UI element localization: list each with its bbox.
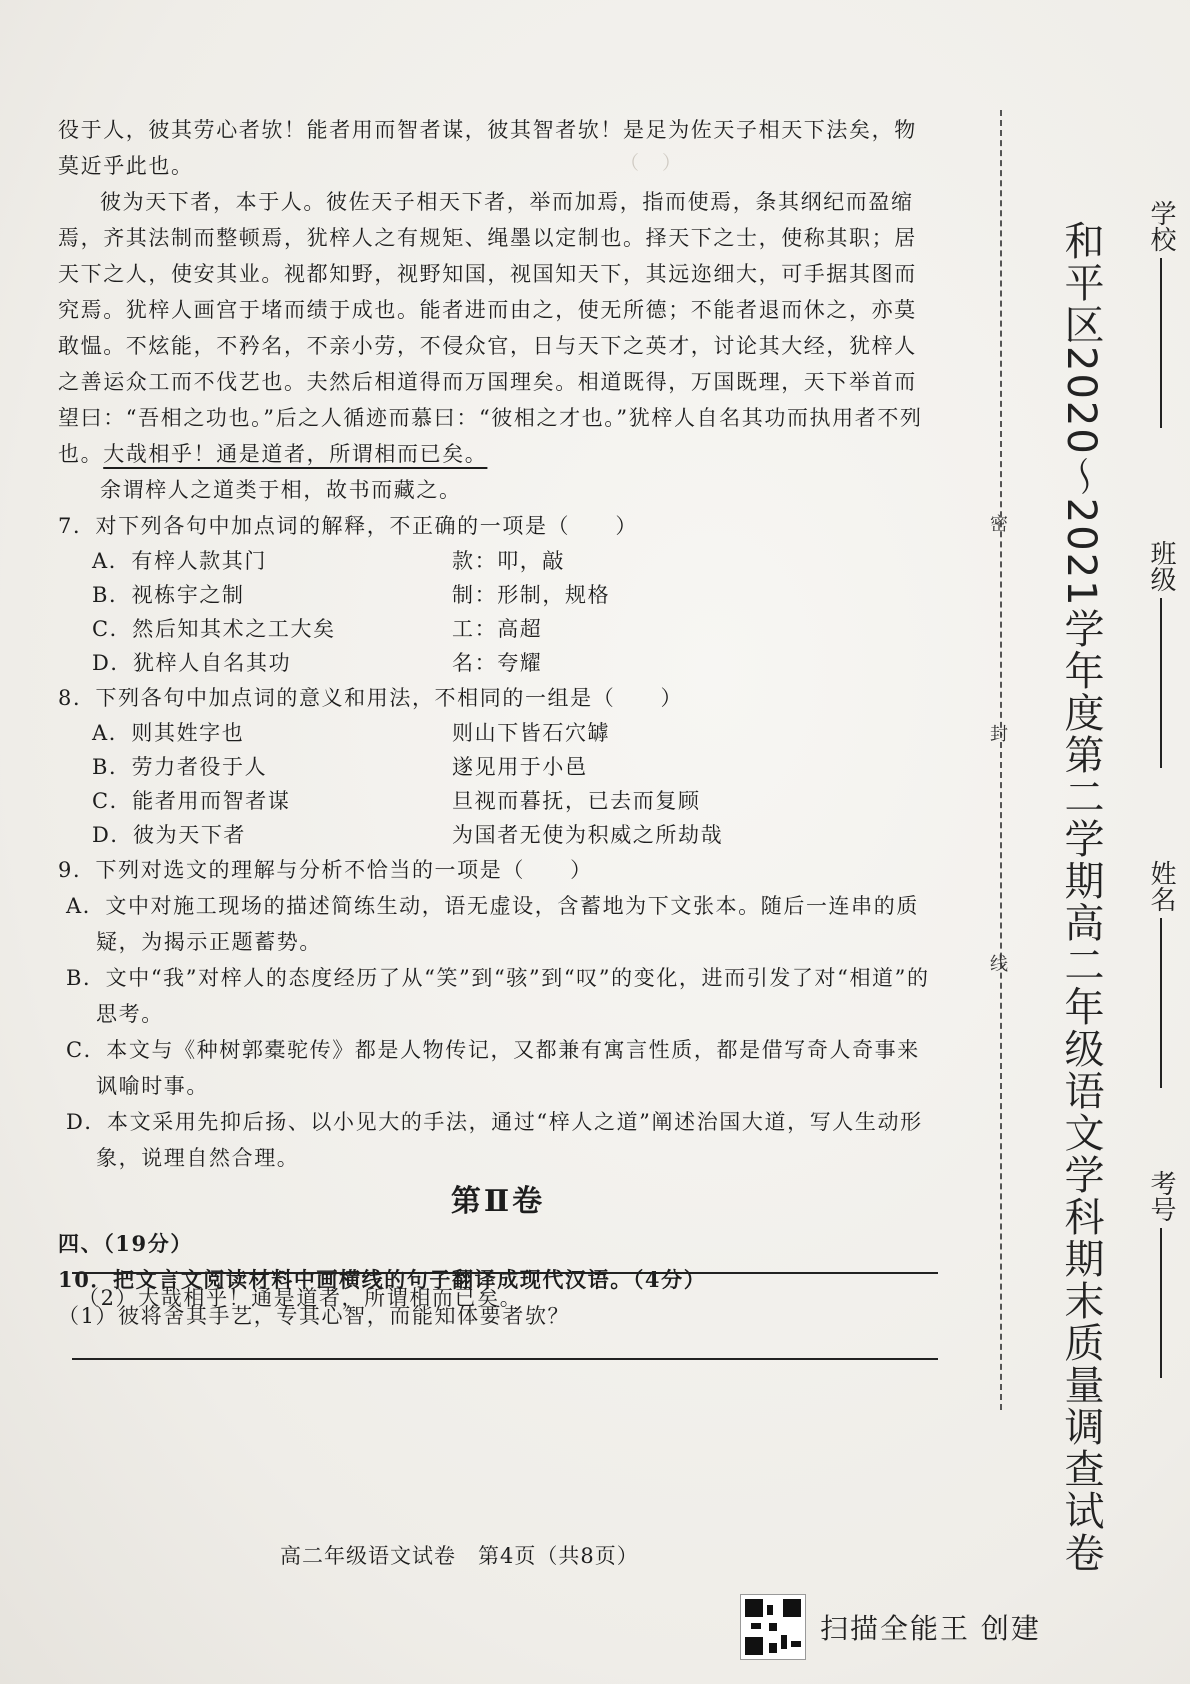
q9-option-d: D．本文采用先抑后扬、以小见大的手法，通过“梓人之道”阐述治国大道，写人生动形象，说理自然合理。 [66,1110,923,1170]
q8-option-c: C．能者用而智者谋 旦视而暮抚，已去而复顾 [92,789,701,813]
name-field: 姓名 [1140,860,1180,1088]
passage-paragraph: 余谓梓人之道类于相，故书而藏之。 [100,478,462,502]
seal-mark-xian: 线 [990,954,1008,975]
qr-code-icon [740,1594,806,1660]
question-7-stem: 7．对下列各句中加点词的解释，不正确的一项是（ ） [58,514,638,538]
exam-number-field: 考号 [1140,1170,1180,1378]
main-content [58,112,938,1334]
q7-option-a: A．有梓人款其门 款：叩，敲 [92,549,565,573]
question-10-2: （2）大哉相乎！通是道者，所谓相而已矣。 [78,1286,523,1310]
school-field: 学校 [1140,200,1180,428]
underlined-sentence: 大哉相乎！通是道者，所谓相而已矣。 [103,442,488,466]
passage-paragraph [58,184,938,472]
q7-option-d: D．犹梓人自名其功 名：夸耀 [92,651,543,675]
q7-option-b: B．视栋宇之制 制：形制，规格 [92,583,611,607]
exam-title-vertical: 和平区2020～2021学年度第二学期高二年级语文学科期末质量调查试卷 [1058,220,1104,1574]
part-2-title: 第Ⅱ卷 [450,1184,546,1219]
watermark-text: 扫描全能王 创建 [820,1612,1041,1645]
seal-mark-mi: 密 [990,514,1008,535]
q8-option-d: D．彼为天下者 为国者无使为积威之所劫哉 [92,823,724,847]
q9-option-b: B．文中“我”对梓人的态度经历了从“笑”到“骇”到“叹”的变化，进而引发了对“相道”的思考。 [66,966,930,1026]
page-footer: 高二年级语文试卷 第4页（共8页） [280,1544,639,1568]
question-10-stem: 10．把文言文阅读材料中画横线的句子翻译成现代汉语。（4分） [58,1267,707,1292]
section-heading: 四、（19分） [58,1231,193,1256]
scanner-watermark [740,1594,1041,1660]
passage-paragraph: 役于人，彼其劳心者欤！能者用而智者谋，彼其智者欤！是足为佐天子相天下法矣，物莫近乎此也。 [58,118,917,178]
q9-option-c: C．本文与《种树郭橐驼传》都是人物传记，又都兼有寓言性质，都是借写奇人奇事来讽喻时事。 [66,1038,920,1098]
passage-text: 彼为天下者，本于人。彼佐天子相天下者，举而加焉，指而使焉，条其纲纪而盈缩焉，齐其法制而整顿焉，犹梓人之有规矩、绳墨以定制也。择天下之士，使称其职；居天下之人，使安其业。视都知野，视野知国，视国知天下，其远迩细大，可手据其图而究焉。犹梓人画宫于堵而绩于成也。能者进而由之，使无所德；不能者退而休之，亦莫敢愠。不炫能，不矜名，不亲小劳，不侵众官，日与天下之英才，讨论其大经，犹梓人之善运众工而不伐艺也。夫然后相道得而万国理矣。相道既得，万国既理，天下举首而望曰：“吾相之功也。”后之人循迹而慕曰：“彼相之才也。”犹梓人自名其功而执用者不列也。 [58,190,923,466]
q9-option-a: A．文中对施工现场的描述简练生动，语无虚设，含蓄地为下文张本。随后一连串的质疑，为揭示正题蓄势。 [66,894,919,954]
answer-line [72,1358,938,1360]
class-field: 班级 [1140,540,1180,768]
seal-mark-feng: 封 [990,724,1008,745]
q8-option-b: B．劳力者役于人 遂见用于小邑 [92,755,588,779]
bleed-through: （ ） [620,152,842,174]
seal-dashed-line [1000,110,1003,1410]
question-9-stem: 9．下列对选文的理解与分析不恰当的一项是（ ） [58,858,593,882]
answer-line [72,1272,938,1274]
q7-option-c: C．然后知其术之工大矣 工：高超 [92,617,543,641]
question-10-1: （1）彼将舍其手艺，专其心智，而能知体要者欤？ [58,1304,571,1328]
q8-option-a: A．则其姓字也 则山下皆石穴罅 [92,721,611,745]
question-8-stem: 8．下列各句中加点词的意义和用法，不相同的一组是（ ） [58,686,684,710]
